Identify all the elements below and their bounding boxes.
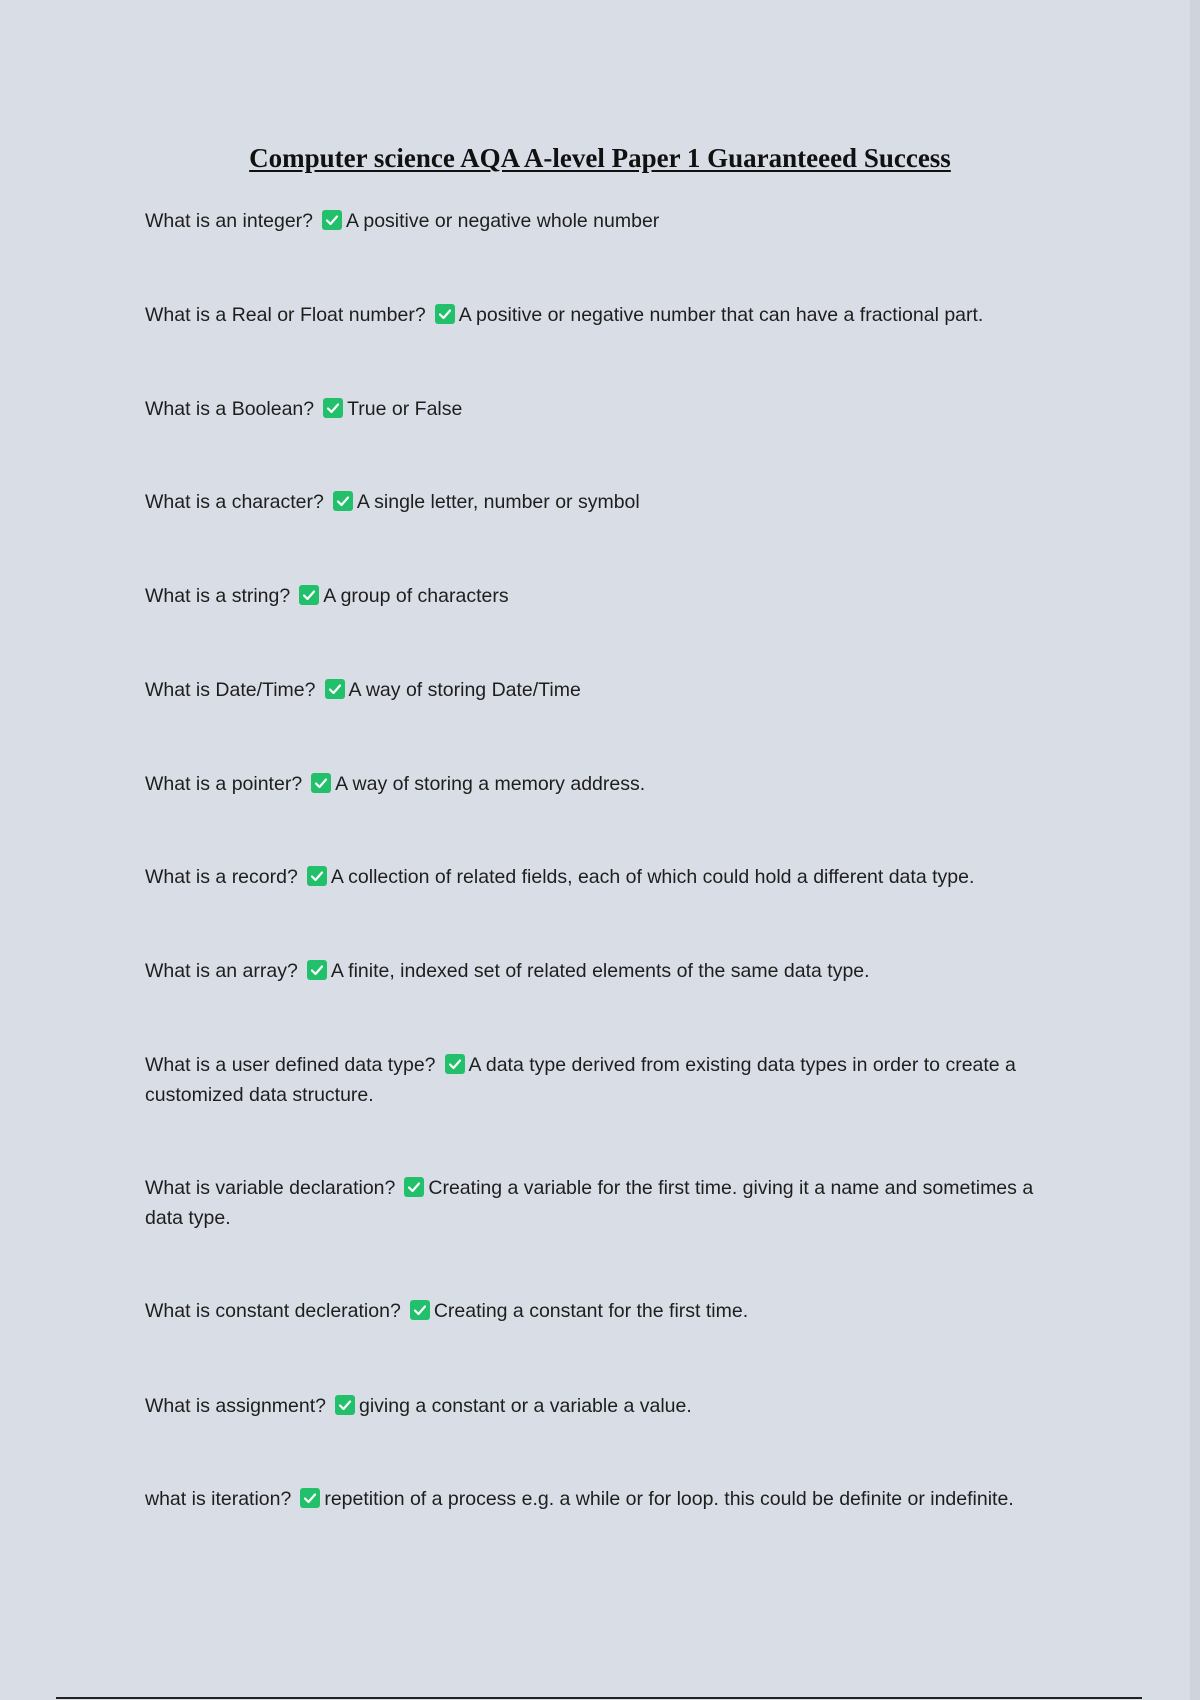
answer-text: A single letter, number or symbol [356,491,640,513]
question-text: What is a Real or Float number? [145,304,426,326]
answer-text: A positive or negative number that can have a fractional part. [458,304,984,326]
answer-text: A way of storing Date/Time [348,679,581,701]
check-mark-icon [307,960,327,980]
question-text: What is a record? [145,866,298,888]
answer-text: A way of storing a memory address. [335,773,646,795]
question-text: What is a Boolean? [145,398,315,420]
qa-item [145,206,1045,236]
question-text: What is variable declaration? [145,1177,396,1199]
question-text: What is a string? [145,585,291,607]
qa-item [145,487,1045,517]
question-text: What is Date/Time? [145,679,316,701]
question-text: What is assignment? [145,1395,326,1417]
answer-text: A finite, indexed set of related elements of the same data type. [330,960,870,982]
document-title: Computer science AQA A-level Paper 1 Guaranteeed Success [249,143,951,173]
page-edge [1190,0,1200,1700]
question-text: What is an integer? [145,210,314,232]
question-text: What is a user defined data type? [145,1054,436,1076]
check-mark-icon [333,491,353,511]
check-mark-icon [311,773,331,793]
qa-item [145,300,1045,330]
check-mark-icon [307,866,327,886]
question-text: What is an array? [145,960,298,982]
answer-text: repetition of a process e.g. a while or for loop. this could be definite or indefinite. [324,1488,1014,1510]
check-mark-icon [445,1054,465,1074]
qa-item [145,1173,1045,1233]
question-text: What is a character? [145,491,324,513]
check-mark-icon [335,1395,355,1415]
check-mark-icon [325,679,345,699]
footer-rule [56,1697,1142,1699]
question-text: What is a pointer? [145,773,303,795]
check-mark-icon [410,1300,430,1320]
qa-item [145,1050,1045,1110]
check-mark-icon [323,398,343,418]
qa-item [145,675,1045,705]
qa-item [145,394,1045,424]
answer-text: Creating a constant for the first time. [433,1300,749,1322]
answer-text: A data type derived from existing data types in order to create a customized data structure. [145,1054,1016,1106]
question-text: what is iteration? [145,1488,292,1510]
check-mark-icon [404,1177,424,1197]
answer-text: A group of characters [323,585,509,607]
qa-item [145,769,1045,799]
qa-item [145,581,1045,611]
check-mark-icon [299,585,319,605]
qa-item [145,1391,1045,1421]
qa-item [145,862,1045,892]
question-text: What is constant decleration? [145,1300,401,1322]
check-mark-icon [435,304,455,324]
check-mark-icon [300,1488,320,1508]
answer-text: True or False [347,398,463,420]
answer-text: A collection of related fields, each of which could hold a different data type. [330,866,975,888]
qa-item [145,1484,1045,1514]
answer-text: Creating a variable for the first time. giving it a name and sometimes a data type. [145,1177,1034,1229]
check-mark-icon [322,210,342,230]
answer-text: A positive or negative whole number [346,210,660,232]
qa-item [145,956,1045,986]
answer-text: giving a constant or a variable a value. [359,1395,692,1417]
qa-item [145,1296,1045,1326]
